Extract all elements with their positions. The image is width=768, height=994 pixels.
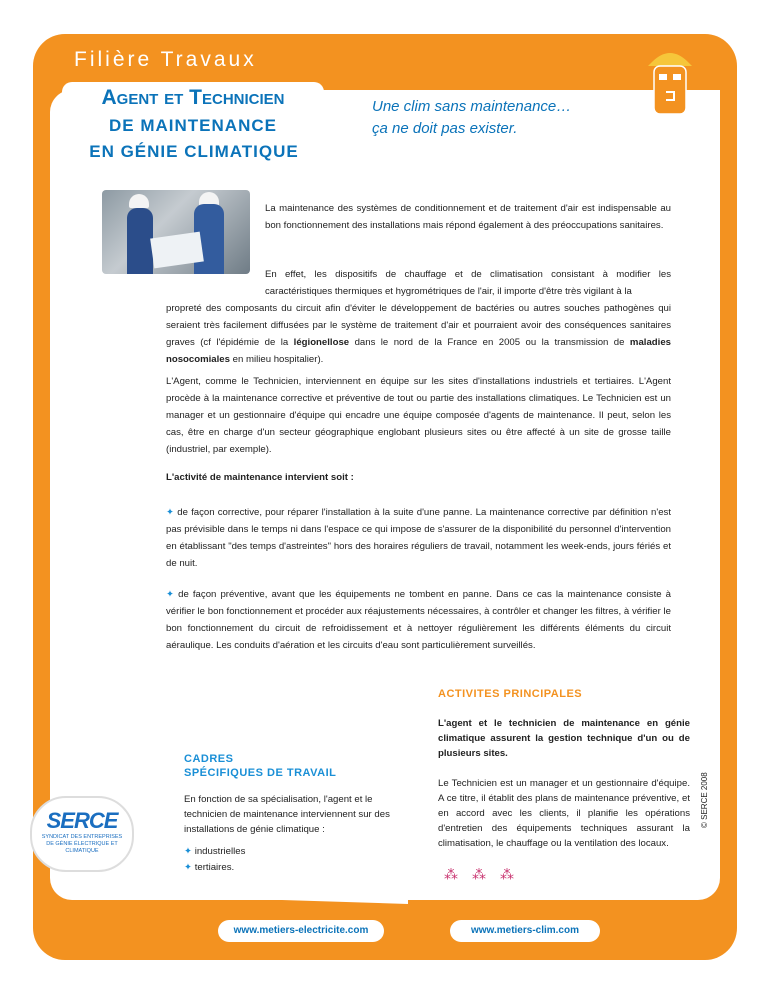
roles-paragraph: L'Agent, comme le Technicien, interviennent en équipe sur les sites d'installations industriels et tertiaires. L'Agent procède à la maintenance corrective et préventive de tout ou partie des installations climatiques. Le Technicien est un manager et un gestionnaire d'équipe qui encadre une équipe composée d'agents de maintenance. Il peut, selon les cas, être en charge d'un secteur géographique englobant plusieurs sites ou être affecté à un site de grosse taille (industriel, par exemple).	[166, 376, 671, 455]
copyright: © SERCE 2008	[700, 772, 709, 828]
slogan	[372, 96, 571, 140]
activity-item-preventive	[166, 586, 671, 654]
intro-paragraph-2a: En effet, les dispositifs de chauffage et de climatisation consistant à modifier les caractéristiques thermiques et hygrométriques de l'air, il importe d'être très vigilant à la	[265, 269, 671, 297]
title-line-1: Agent et Technicien	[101, 86, 285, 109]
star-bullet-icon: ✦	[184, 862, 193, 873]
cadres-title-line-2: SPÉCIFIQUES DE TRAVAIL	[184, 767, 337, 779]
slogan-line-2: ça ne doit pas exister.	[372, 120, 518, 137]
cadres-title	[184, 752, 336, 780]
activites-text: Le Technicien est un manager et un gestionnaire d'équipe. A ce titre, il établit des plans de maintenance préventive, et en accord avec les clients, il planifie les opérations d'entretien des équipements techniques assurant la climatisation, le chauffage ou la ventilation des locaux.	[438, 778, 690, 849]
access-line-3: avec un	[50, 313, 99, 328]
brand-label: Filière Travaux	[74, 48, 257, 71]
intro-paragraph-2b	[166, 300, 671, 368]
activity-item-2-text: de façon préventive, avant que les équipements ne tombent en panne. Dans ce cas la maintenance consiste à vérifier le bon fonctionnement et procéder aux réajustements nécessaires, à contrôler et changer les filtres, à vérifier le bon fonctionnement du circuit de refroidissement et à nettoyer régulièrement les différents éléments du circuit aéraulique. Les conduits d'aération et les circuits d'eau sont particulièrement surveillés.	[166, 589, 672, 651]
cadres-text: En fonction de sa spécialisation, l'agent et le technicien de maintenance interviennent sur des installations de génie climatique :	[184, 794, 390, 835]
legionellose-term: légionellose	[293, 337, 350, 348]
access-badge	[50, 278, 150, 346]
next-arrow-icon[interactable]	[706, 472, 719, 490]
serce-logo-sub-2: DE GÉNIE ÉLECTRIQUE ET CLIMATIQUE	[46, 841, 118, 854]
serce-logo	[30, 796, 134, 872]
nosocomial-term: maladies nosocomiales	[166, 337, 671, 365]
intro-paragraph-1: La maintenance des systèmes de conditionnement et de traitement d'air est indispensable au bon fonctionnement des installations mais répond également à des préoccupations sanitaires.	[265, 203, 671, 231]
cadres-list	[184, 844, 245, 876]
decorative-dots-icon: ⁂⁂⁂	[444, 866, 528, 882]
intro-text-b: propreté des composants du circuit afin d'éviter le développement de bactéries ou autres souches pathogènes qui seraient très facilement diffusées par le système de traitement d'air et pourraient avoir des conséquences sanitaires graves (cf l'épidémie de la	[166, 303, 671, 348]
url-link-clim[interactable]: www.metiers-clim.com	[450, 920, 600, 942]
access-line-1: Accessible	[50, 279, 118, 294]
mascot-icon	[640, 44, 700, 134]
title-line-3: EN GÉNIE CLIMATIQUE	[89, 142, 299, 161]
cadres-title-line-1: CADRES	[184, 753, 234, 765]
cadres-item-2: tertiaires.	[194, 862, 235, 873]
star-bullet-icon: ✦	[184, 846, 193, 857]
cadres-item-1: industrielles	[194, 846, 246, 857]
title-line-2: DE MAINTENANCE	[109, 116, 277, 135]
technicians-photo	[102, 190, 250, 274]
serce-logo-text: SERCE	[46, 808, 118, 833]
list-item	[184, 844, 245, 860]
activites-subtitle: L'agent et le technicien de maintenance en génie climatique assurent la gestion technique d'un ou de plusieurs sites.	[438, 718, 690, 759]
url-link-electricite[interactable]: www.metiers-electricite.com	[218, 920, 384, 942]
access-line-2: en 1er emploi	[50, 296, 134, 311]
activites-title: ACTIVITES PRINCIPALES	[438, 688, 583, 700]
intro-text-c: dans le nord de la France en 2005 ou la transmission de	[354, 337, 625, 348]
serce-logo-sub-1: SYNDICAT DES ENTREPRISES	[41, 834, 123, 840]
activity-item-corrective	[166, 504, 671, 572]
list-item	[184, 860, 245, 876]
access-line-4: Bac Pro	[50, 330, 100, 345]
slogan-line-1: Une clim sans maintenance…	[372, 98, 572, 115]
activity-title: L'activité de maintenance intervient soit :	[166, 472, 354, 483]
activity-item-1-text: de façon corrective, pour réparer l'installation à la suite d'une panne. La maintenance corrective par définition n'est pas prévisible dans le temps ni dans l'espace ce qui impose de s'assurer de la disponibilité du personnel d'intervention en établissant "des temps d'astreintes" hors des horaires réguliers de travail, notamment les week-ends, jours fériés et de nuit.	[166, 507, 671, 569]
star-bullet-icon: ✦	[166, 507, 175, 518]
star-bullet-icon: ✦	[166, 589, 175, 600]
intro-text-d: en milieu hospitalier).	[232, 354, 324, 365]
